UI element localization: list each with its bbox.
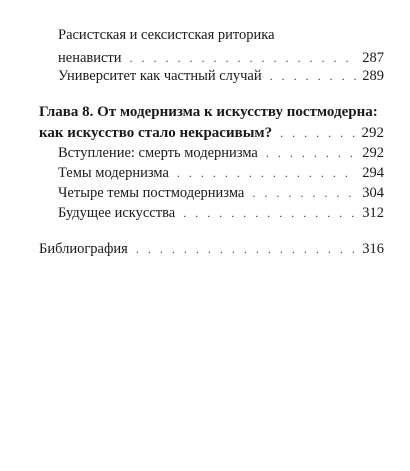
toc-entry-racist-rhetoric-line1: Расистская и сексистская риторика [58, 27, 275, 43]
dot-leader [280, 124, 355, 142]
toc-entry-university [58, 67, 384, 85]
toc-entry-title: Вступление: смерть модернизма [58, 145, 258, 161]
toc-entry-modernism-themes [58, 164, 384, 182]
toc-entry-page-number: 289 [362, 68, 384, 84]
toc-entry-title: Будущее искусства [58, 205, 176, 221]
dot-leader [266, 144, 356, 162]
dot-leader [130, 49, 357, 67]
toc-entry-bibliography [39, 240, 384, 258]
toc-entry-page-number: 292 [362, 145, 384, 161]
toc-entry-page-number: 312 [362, 205, 384, 221]
toc-entry-page-number: 316 [362, 241, 384, 257]
toc-entry-page-number: 294 [362, 165, 384, 181]
dot-leader [270, 67, 357, 85]
dot-leader [252, 184, 356, 202]
toc-entry-page-number: 292 [361, 125, 384, 141]
toc-entry-title: Библиография [39, 241, 128, 257]
toc-entry-introduction [58, 144, 384, 162]
dot-leader [136, 240, 356, 258]
toc-entry-page-number: 304 [362, 185, 384, 201]
toc-chapter-8-line1: Глава 8. От модернизма к искусству постмодерна: [39, 104, 378, 120]
toc-entry-page-number: 287 [362, 50, 384, 66]
dot-leader [177, 164, 356, 182]
toc-entry-title: Университет как частный случай [58, 68, 262, 84]
toc-entry-title: как искусство стало некрасивым? [39, 125, 273, 141]
toc-entry-title: Четыре темы постмодернизма [58, 185, 245, 201]
toc-entry-racist-rhetoric [58, 49, 384, 67]
toc-entry-art-future [58, 204, 384, 222]
toc-entry-title: ненависти [58, 50, 122, 66]
dot-leader [183, 204, 356, 222]
toc-chapter-8 [39, 124, 384, 142]
toc-entry-postmodernism-themes [58, 184, 384, 202]
toc-entry-title: Темы модернизма [58, 165, 169, 181]
